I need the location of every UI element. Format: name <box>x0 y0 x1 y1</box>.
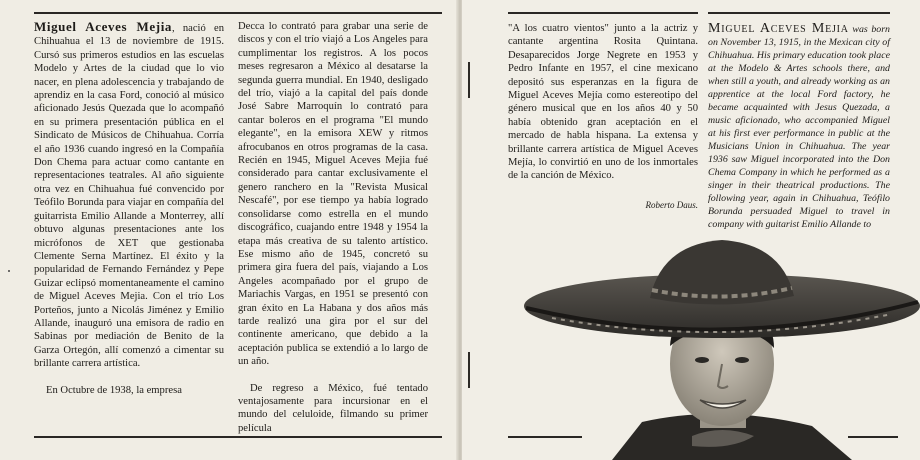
spanish-paragraph-3: Decca lo contrató para grabar una serie de discos y con el trío viajó a Los Angeles para cumplimentar los registros. A los pocos meses regresaron a México al desatarse la segunda guerra mundial. En 1940, desligado del trío, viajó a la capital del país donde José Sabre Marroquín lo contrató para cantar boleros en el programa "El mundo elegante", en la emisora XEW y ritmos afrocubanos en otros programas de la casa. Recién en 1945, Miguel Aceves Mejia fué considerado para cantar exclusivamente el genero ranchero en la "Revista Musical Nescafé", por ese tiempo ya había logrado consolidarse como estrella en el mundo discográfico, cuajando entre 1948 y 1954 la etapa más creativa de su talento artístico. Ese mismo año de 1945, concretó su primera gira fuera del país, viajando a Los Angeles acompañado por el grupo de Mariachis Vargas, en 1951 se presentó con gran éxito en La Habana y dos años más tarde realizó una gira por el sur del continente americano, que debido a la aceptación publica se extendió a lo largo de un año. <box>238 21 428 368</box>
author-signature: Roberto Daus. <box>645 200 698 210</box>
lead-name-english: Miguel Aceves Mejia <box>708 21 849 36</box>
top-rule-left <box>34 12 442 14</box>
right-page <box>462 0 920 460</box>
left-page <box>0 0 458 460</box>
spanish-column-1 <box>34 20 224 397</box>
english-text-1: was born on November 13, 1915, in the Mexican city of Chihuahua. His primary education took place at the Modelo & Artes schools there, and when still a youth, and already working as an apprentice at the local Ford factory, he became acquainted with Jesus Quezada, a music aficionado, who accompanied Miguel at his first ever performance in public at the Musicians Union in Chihuahua. The year 1936 saw Miguel incorporated into the Don Chema Company in which he performed as a singer in their theatrical productions. The following year, again in Chihuahua, Teófilo Borunda persuaded Miguel to travel in company with guitarist Emilio Allande to <box>708 24 890 230</box>
left-eye <box>695 357 709 363</box>
spanish-text-1: , nació en Chihuahua el 13 de noviembre de 1915. Cursó sus primeros estudios en las escuelas Modelo y Artes de la ciudad que lo vio nacer, en plena adolescencia y trabajando de aprendiz en la casa Ford, conoció al músico aficionado Jesús Quezada que lo acompañó en su primera presentación pública en el Sindicato de Músicos de Chihuahua. Corría el año 1936 cuando ingresó en la Compañía Don Chema para actuar como cantante en representaciones teatrales. Al año siguiente otra vez en Chihuahua fué convencido por Teófilo Borunda para viajar en compañía del guitarrista Emilio Allande a Monterrey, allí obtuvo algunas presentaciones ante los micrófonos de XET que gestionaba Clemente Serna Martínez. El éxito y la popularidad de Fernando Fernández y Pepe Guizar eclipsó momentaneamente el camino de Miguel Aceves Mejia. Con el trío Los Porteños, junto a Nicolás Jiménez y Emilio Allande, inauguró una emisora de radio en Sabinas por mediación de Benito de la Garza Ortegón, allí comenzó a cimentar su brillante carrera artística. <box>34 23 224 370</box>
margin-mark <box>8 270 10 272</box>
english-column <box>708 22 890 231</box>
bottom-rule-right-b <box>848 436 898 438</box>
spanish-column-2 <box>238 20 428 435</box>
lead-name-spanish: Miguel Aceves Mejia <box>34 19 173 34</box>
binding-notch-bottom <box>468 352 470 388</box>
spanish-paragraph-4: De regreso a México, fué tentado ventajosamente para incursionar en el mundo del celuloide, filmando su primer película <box>238 382 428 434</box>
portrait-photo <box>522 236 920 460</box>
english-paragraph-1 <box>708 22 890 231</box>
spanish-paragraph-5: "A los cuatro vientos" junto a la actriz y cantante argentina Rosita Quintana. Desaparecidos Jorge Negrete en 1953 y Pedro Infante en 1957, el cine mexicano depositó sus esperanzas en la figura de Miguel Aceves Mejía como estereotipo del género musical que en los años 40 y 50 había obtenido gran aceptación en el mercado de habla hispana. La extensa y brillante carrera artística de Miguel Aceves Mejía, lo convirtió en uno de los inmortales de la canción de México. <box>508 23 698 182</box>
right-eye <box>735 357 749 363</box>
binding-notch-top <box>468 62 470 98</box>
spanish-paragraph-1 <box>34 20 224 371</box>
bottom-rule-right-a <box>508 436 582 438</box>
top-rule-right-b <box>708 12 890 14</box>
top-rule-right-a <box>508 12 698 14</box>
spanish-paragraph-2: En Octubre de 1938, la empresa <box>46 384 182 396</box>
spanish-column-3 <box>508 22 698 183</box>
bottom-rule-left <box>34 436 442 438</box>
